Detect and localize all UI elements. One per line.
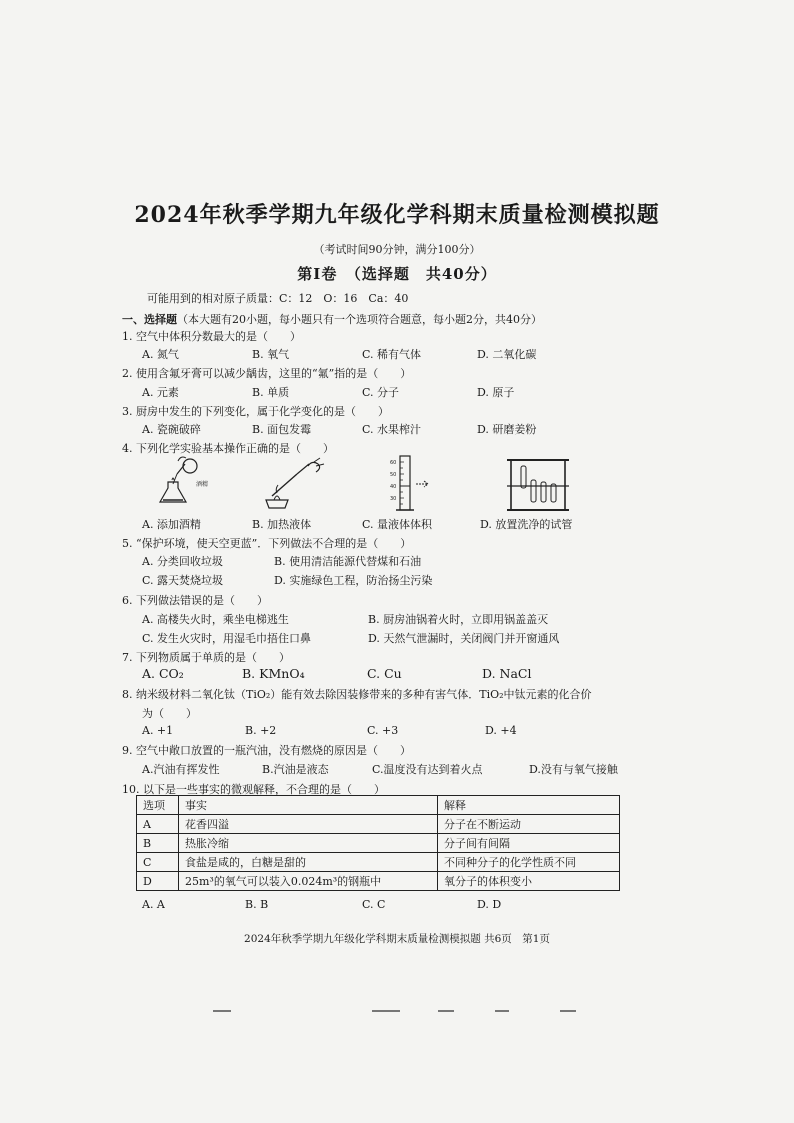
- option-d: D. D: [477, 898, 502, 911]
- option-b: B. KMnO₄: [242, 666, 305, 681]
- row-option: C: [137, 853, 179, 872]
- question-stem: 4. 下列化学实验基本操作正确的是（ ）: [122, 442, 334, 455]
- question-stem: 6. 下列做法错误的是（ ）: [122, 594, 268, 607]
- scan-mark: [438, 1010, 454, 1012]
- option-a: A. 高楼失火时，乘坐电梯逃生: [142, 613, 289, 626]
- option-c: C. +3: [367, 724, 399, 737]
- option-a: A.汽油有挥发性: [142, 763, 220, 776]
- question-stem: 10. 以下是一些事实的微观解释，不合理的是（ ）: [122, 783, 385, 796]
- option-b: B. 厨房油锅着火时，立即用锅盖盖灭: [368, 613, 549, 626]
- exam-time-info: （考试时间90分钟，满分100分）: [313, 243, 481, 256]
- row-fact: 25m³的氧气可以装入0.024m³的钢瓶中: [179, 872, 438, 891]
- scale-60: 60: [390, 460, 397, 466]
- option-a: A. 氮气: [142, 348, 179, 361]
- option-c: C. 稀有气体: [362, 348, 422, 361]
- option-a: A. 分类回收垃圾: [142, 555, 223, 568]
- table-row: [137, 834, 620, 853]
- option-b: B. 氧气: [252, 348, 290, 361]
- option-b: B. 面包发霉: [252, 423, 312, 436]
- question-stem: 7. 下列物质属于单质的是（ ）: [122, 651, 290, 664]
- add-alcohol-figure: [150, 456, 210, 516]
- option-c: C.温度没有达到着火点: [372, 763, 483, 776]
- atomic-masses: 可能用到的相对原子质量：C：12 O：16 Ca：40: [147, 292, 409, 305]
- part1-header: [122, 308, 542, 327]
- scale-40: 40: [390, 484, 397, 490]
- question-stem: 9. 空气中敞口放置的一瓶汽油，没有燃烧的原因是（ ）: [122, 744, 411, 757]
- row-explanation: 分子在不断运动: [438, 815, 620, 834]
- option-d: D. 实施绿色工程，防治扬尘污染: [274, 574, 433, 587]
- header-fact: 事实: [179, 796, 438, 815]
- option-c: C. 水果榨汁: [362, 423, 422, 436]
- scan-mark: [560, 1010, 576, 1012]
- option-c: C. C: [362, 898, 386, 911]
- option-a: A. +1: [142, 724, 174, 737]
- option-b: B. 加热液体: [252, 518, 312, 531]
- option-d: D. +4: [485, 724, 517, 737]
- option-d: D. NaCl: [482, 666, 532, 681]
- explanation-table: [136, 795, 620, 891]
- row-option: D: [137, 872, 179, 891]
- scale-30: 30: [390, 496, 397, 502]
- option-d: D. 研磨姜粉: [477, 423, 537, 436]
- option-b: B. 使用清洁能源代替煤和石油: [274, 555, 422, 568]
- scan-mark: [213, 1010, 231, 1012]
- table-row: [137, 853, 620, 872]
- row-explanation: 不同种分子的化学性质不同: [438, 853, 620, 872]
- question-stem: 3. 厨房中发生的下列变化，属于化学变化的是（ ）: [122, 405, 389, 418]
- exam-title: 2024年秋季学期九年级化学科期末质量检测模拟题: [134, 202, 660, 228]
- row-option: A: [137, 815, 179, 834]
- row-option: B: [137, 834, 179, 853]
- part1-label: 一、选择题: [122, 313, 177, 326]
- option-a: A. 添加酒精: [142, 518, 201, 531]
- option-b: B. 单质: [252, 386, 290, 399]
- option-c: C. 发生火灾时，用湿毛巾捂住口鼻: [142, 632, 312, 645]
- question-stem: 5. “保护环境，使天空更蓝”．下列做法不合理的是（ ）: [122, 537, 412, 550]
- table-row: [137, 815, 620, 834]
- row-fact: 食盐是咸的，白糖是甜的: [179, 853, 438, 872]
- question-stem: 2. 使用含氟牙膏可以减少龋齿，这里的“氟”指的是（ ）: [122, 367, 412, 380]
- option-c: C. 分子: [362, 386, 400, 399]
- header-option: 选项: [137, 796, 179, 815]
- option-b: B. +2: [245, 724, 277, 737]
- part1-instruction: （本大题有20小题，每小题只有一个选项符合题意，每小题2分，共40分）: [177, 313, 542, 326]
- alcohol-label: 酒精: [196, 481, 209, 488]
- question-stem-line1: 8. 纳米级材料二氧化钛（TiO₂）能有效去除因装修带来的多种有害气体．TiO₂中钛元素的化合价: [122, 688, 592, 701]
- scale-50: 50: [390, 472, 397, 478]
- question-stem-line2: 为（ ）: [142, 707, 197, 720]
- table-header-row: [137, 796, 620, 815]
- measuring-cylinder-figure: [388, 452, 438, 516]
- test-tube-rack-figure: [503, 452, 573, 514]
- row-fact: 花香四溢: [179, 815, 438, 834]
- scan-mark: [495, 1010, 509, 1012]
- section-heading: 第Ⅰ卷 （选择题 共40分）: [297, 265, 497, 283]
- heat-liquid-figure: [262, 456, 332, 516]
- option-c: C. 量液体体积: [362, 518, 433, 531]
- question-stem: 1. 空气中体积分数最大的是（ ）: [122, 330, 301, 343]
- option-d: D. 二氧化碳: [477, 348, 537, 361]
- option-a: A. 瓷碗破碎: [142, 423, 201, 436]
- option-a: A. A: [142, 898, 165, 911]
- page-footer: 2024年秋季学期九年级化学科期末质量检测模拟题 共6页 第1页: [244, 933, 550, 945]
- header-explanation: 解释: [438, 796, 620, 815]
- row-fact: 热胀冷缩: [179, 834, 438, 853]
- row-explanation: 氧分子的体积变小: [438, 872, 620, 891]
- option-d: D. 放置洗净的试管: [480, 518, 573, 531]
- scan-mark: [372, 1010, 400, 1012]
- option-c: C. Cu: [367, 666, 402, 681]
- table-row: [137, 872, 620, 891]
- option-b: B.汽油是液态: [262, 763, 329, 776]
- option-b: B. B: [245, 898, 269, 911]
- option-d: D. 原子: [477, 386, 515, 399]
- option-a: A. 元素: [142, 386, 179, 399]
- row-explanation: 分子间有间隔: [438, 834, 620, 853]
- option-c: C. 露天焚烧垃圾: [142, 574, 224, 587]
- option-d: D. 天然气泄漏时，关闭阀门并开窗通风: [368, 632, 560, 645]
- option-d: D.没有与氧气接触: [529, 763, 618, 776]
- option-a: A. CO₂: [142, 666, 184, 681]
